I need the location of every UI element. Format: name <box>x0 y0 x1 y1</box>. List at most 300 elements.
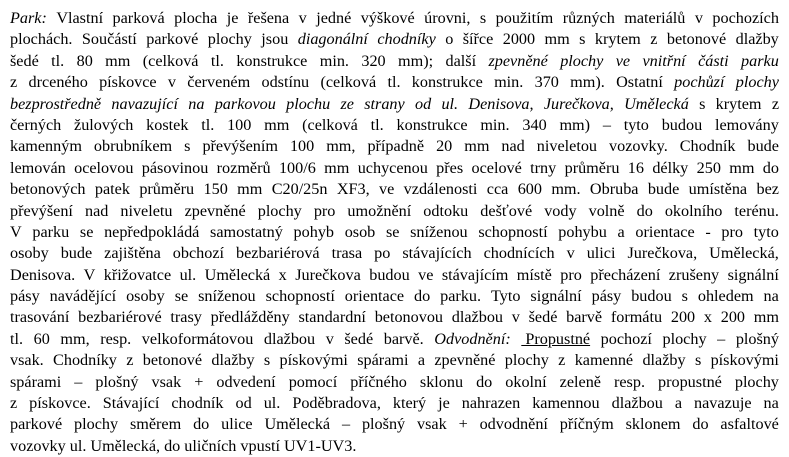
word: chodnících <box>483 244 555 263</box>
text-line <box>10 201 779 222</box>
word: resp. <box>100 329 132 348</box>
word: Součástí <box>81 30 137 49</box>
word: betonové <box>666 30 727 49</box>
word: nepředpokládá <box>104 222 200 241</box>
word: Jurečkova <box>295 265 361 284</box>
word: 60 <box>33 329 50 348</box>
word: niveletu <box>120 201 173 220</box>
word: tyto <box>623 115 649 134</box>
word: stávajících <box>402 244 472 263</box>
word: Poděbradova, <box>292 394 381 413</box>
word: tl. <box>51 51 65 70</box>
word: konstrukce <box>236 51 308 70</box>
word: standardní <box>298 308 366 327</box>
word: krytem <box>594 30 641 49</box>
word: použitím <box>495 9 554 27</box>
word: s <box>479 9 487 27</box>
word: odstínu <box>261 73 310 92</box>
word: Ostatní <box>616 73 663 92</box>
word: patek <box>94 180 130 199</box>
word: 100/6 <box>278 158 316 177</box>
word: parkové <box>10 415 63 434</box>
word: Umělecká, <box>90 436 161 455</box>
word: 100 <box>289 137 315 156</box>
word: z <box>10 394 18 413</box>
word: konstrukce <box>411 73 483 92</box>
word: min. <box>480 115 510 134</box>
word: úrovni, <box>424 9 471 27</box>
word: je <box>226 9 239 27</box>
word: 2000 <box>502 30 536 49</box>
word: lemovány <box>714 115 779 134</box>
word: bude <box>60 244 93 263</box>
word: 80 <box>76 51 93 70</box>
text-line <box>10 8 779 29</box>
word: tl. <box>210 51 224 70</box>
word: do <box>476 372 493 391</box>
word: ocelové <box>471 158 522 177</box>
word: bude <box>647 180 680 199</box>
word: orientace <box>344 287 405 306</box>
word: samostatný <box>210 222 283 241</box>
word: Umělecká <box>204 265 271 284</box>
word: vody <box>544 201 577 220</box>
word: parku <box>741 51 779 70</box>
word: přes <box>436 158 464 177</box>
word: s <box>263 351 271 370</box>
word: plošný <box>361 415 406 434</box>
word: na <box>763 394 779 413</box>
word: trasování <box>10 308 70 327</box>
word: mm, <box>326 137 356 156</box>
word: plochy <box>504 351 549 370</box>
text-line <box>10 372 779 393</box>
word: formátu <box>610 308 663 327</box>
word: betonových <box>10 180 86 199</box>
word: stávajícím <box>441 265 509 284</box>
word: pískovými <box>279 351 348 370</box>
word: pískovce <box>99 73 157 92</box>
word: plochy <box>734 372 779 391</box>
word: dlažbou <box>611 394 663 413</box>
word: C20/25n <box>271 180 328 199</box>
word: místě <box>516 265 552 284</box>
word: navazuje <box>694 394 752 413</box>
word: ulici <box>586 244 616 263</box>
word: ul. <box>69 436 87 455</box>
word: 600 <box>517 180 542 199</box>
word: s <box>579 30 586 49</box>
word: je <box>438 394 450 413</box>
word: umístěna <box>688 180 748 199</box>
word: žulových <box>74 115 134 134</box>
word: Umělecká <box>624 94 689 113</box>
word: příčného <box>350 372 407 391</box>
word: s <box>681 287 688 306</box>
word: se <box>174 287 189 306</box>
word: (celková <box>320 73 377 92</box>
text-line <box>10 414 779 435</box>
word: parkové <box>146 30 199 49</box>
word: parková <box>112 9 165 27</box>
word: materiálů <box>624 9 686 27</box>
text-line <box>10 329 779 350</box>
word: z <box>650 30 658 49</box>
word: výškové <box>360 9 415 27</box>
word: pásy <box>591 287 622 306</box>
paragraph-park <box>10 8 779 457</box>
word: do <box>636 201 653 220</box>
word: tyto <box>753 222 779 241</box>
word: + <box>458 415 468 434</box>
word: do <box>762 158 779 177</box>
text-line <box>10 179 779 200</box>
word: se <box>385 222 400 241</box>
word: signální <box>727 265 779 284</box>
word: mm); <box>398 51 434 70</box>
word: plošný <box>735 329 779 348</box>
word: diagonální <box>297 30 368 49</box>
word: min. <box>494 73 524 92</box>
word: směrem <box>129 415 182 434</box>
word: od <box>414 94 432 113</box>
word: pískovými <box>710 351 779 370</box>
word: krytem <box>715 94 762 113</box>
word: vozovky. <box>609 137 668 156</box>
word: betonové <box>142 351 203 370</box>
word: budou <box>369 265 410 284</box>
word: cca <box>486 180 509 199</box>
word: mm <box>264 115 290 134</box>
word: sníženou <box>198 287 256 306</box>
word: s <box>694 351 702 370</box>
word: vozovky <box>10 436 66 455</box>
word: V <box>10 222 22 241</box>
word: trny <box>530 158 557 177</box>
word: 200 <box>720 308 745 327</box>
word: červeném <box>187 73 251 92</box>
word: Chodník <box>679 137 736 156</box>
word: pásy <box>10 287 40 306</box>
word: Propustné <box>521 329 591 348</box>
word: řešena <box>247 9 290 27</box>
word: plochy <box>207 30 252 49</box>
word: z <box>10 73 18 92</box>
word: Tyto <box>491 287 521 306</box>
word: nahrazen <box>461 394 521 413</box>
word: křižovatce <box>103 265 172 284</box>
word: navazující <box>111 94 178 113</box>
word: se <box>79 222 94 241</box>
word: propustné <box>658 372 722 391</box>
word: barvě <box>566 308 603 327</box>
word: barvě. <box>383 329 424 348</box>
word: (celková <box>302 115 358 134</box>
word: z <box>771 94 779 113</box>
word: převýšení <box>10 201 73 220</box>
word: bezbariérová <box>236 244 320 263</box>
word: Umělecká <box>264 415 331 434</box>
word: zpevněné <box>434 351 496 370</box>
word: Jurečkova, <box>543 94 614 113</box>
word: sklonu <box>419 372 464 391</box>
word: vnitřní <box>642 51 686 70</box>
word: orientace <box>635 222 695 241</box>
word: nad <box>84 201 109 220</box>
word: obrubníkem <box>93 137 173 156</box>
word: asfaltové <box>720 415 779 434</box>
word: Stávající <box>102 394 160 413</box>
word: UV1-UV3. <box>283 436 357 455</box>
word: vsak <box>151 372 182 391</box>
word: v <box>694 9 703 27</box>
word: okolní <box>505 372 547 391</box>
word: mm <box>237 180 263 199</box>
word: kostek <box>146 115 189 134</box>
word: lemován <box>10 158 66 177</box>
word: chodníky <box>377 30 436 49</box>
word: na <box>763 287 779 306</box>
word: od <box>235 394 252 413</box>
word: plocha <box>174 9 218 27</box>
word: různých <box>562 9 615 27</box>
word: bezbariérové <box>78 308 162 327</box>
word: případně <box>367 137 425 156</box>
text-line <box>10 286 779 307</box>
word: z <box>126 351 134 370</box>
word: ocelovou <box>74 158 134 177</box>
word: Umělecká, <box>709 244 779 263</box>
word: černých <box>10 115 62 134</box>
word: uchycenou <box>357 158 428 177</box>
word: bez <box>756 180 779 199</box>
word: vsak <box>417 415 447 434</box>
word: plochu <box>286 94 331 113</box>
word: pásovinou <box>141 158 209 177</box>
word: plochy <box>662 329 707 348</box>
word: do <box>164 436 181 455</box>
word: plochy <box>257 201 302 220</box>
word: zpevněné <box>488 51 548 70</box>
word: mm <box>324 158 350 177</box>
word: Chodníky <box>53 351 117 370</box>
word: Park: <box>10 9 47 27</box>
word: drceného <box>28 73 88 92</box>
word: + <box>194 372 204 391</box>
word: – <box>74 372 83 391</box>
word: pro <box>313 201 336 220</box>
text-line <box>10 393 779 414</box>
word: Denisova. <box>10 265 76 284</box>
word: 200 <box>670 308 696 327</box>
word: ve <box>379 180 395 199</box>
word: 100 <box>227 115 252 134</box>
text-line <box>10 29 779 50</box>
word: s <box>184 137 191 156</box>
word: dlažby <box>642 351 686 370</box>
word: dlažbou <box>451 308 504 327</box>
word: předlážděny <box>210 308 290 327</box>
word: mm <box>544 30 570 49</box>
word: schopností <box>478 222 548 241</box>
word: 340 <box>522 115 547 134</box>
word: Odvodnění: <box>434 329 511 348</box>
word: v <box>566 244 575 263</box>
word: a <box>674 394 683 413</box>
text-line <box>10 51 779 72</box>
word: a <box>417 351 425 370</box>
word: pohybu <box>558 222 607 241</box>
word: pohyb <box>293 222 335 241</box>
word: trasy <box>170 308 202 327</box>
text-line <box>10 350 779 371</box>
word: délky <box>652 158 689 177</box>
word: Denisova, <box>468 94 534 113</box>
word: vzdálenosti <box>403 180 478 199</box>
word: Obruba <box>589 180 639 199</box>
word: ve <box>615 51 631 70</box>
word: pochůzí <box>674 73 725 92</box>
word: navádějící <box>49 287 117 306</box>
word: volně <box>588 201 625 220</box>
word: ohledem <box>697 287 754 306</box>
word: mm <box>753 308 779 327</box>
word: Vlastní <box>56 9 104 27</box>
word: odvedení <box>216 372 276 391</box>
word: parku. <box>440 287 482 306</box>
word: do <box>414 287 431 306</box>
word: a <box>617 222 625 241</box>
word: chodník <box>171 394 224 413</box>
word: – <box>341 415 351 434</box>
word: tl. <box>10 329 24 348</box>
word: - <box>705 222 711 241</box>
word: velkoformátovou <box>141 329 254 348</box>
word: resp. <box>613 372 645 391</box>
word: mm, <box>60 329 90 348</box>
word: 320 <box>361 51 386 70</box>
word: 20 <box>436 137 453 156</box>
word: části <box>698 51 729 70</box>
word: bezprostředně <box>10 94 102 113</box>
word: průměru <box>139 180 195 199</box>
word: parkovou <box>214 94 276 113</box>
word: zajištěna <box>104 244 161 263</box>
word: tl. <box>201 115 215 134</box>
word: schopností <box>265 287 335 306</box>
word: okolního <box>664 201 723 220</box>
word: šířce <box>462 30 494 49</box>
word: umožnění <box>347 201 412 220</box>
word: šedé <box>10 51 39 70</box>
word: dlažbou <box>263 329 316 348</box>
word: v <box>167 73 176 92</box>
word: 16 <box>627 158 644 177</box>
word: šedé <box>344 329 374 348</box>
word: – <box>602 115 611 134</box>
word: pochozí <box>600 329 652 348</box>
word: budou <box>661 115 703 134</box>
word: pomocí <box>288 372 338 391</box>
word: mm <box>105 51 131 70</box>
word: přecházení <box>590 265 661 284</box>
word: plochy <box>74 415 119 434</box>
word: budou <box>631 287 672 306</box>
word: obchozí <box>172 244 225 263</box>
word: mm. <box>551 180 581 199</box>
word: v <box>298 9 307 27</box>
word: vpustí <box>240 436 280 455</box>
word: po <box>374 244 391 263</box>
word: s <box>699 94 706 113</box>
word: kamenné <box>574 351 634 370</box>
word: spárami <box>10 372 62 391</box>
word: signální <box>530 287 582 306</box>
word: konstrukce <box>396 115 468 134</box>
word: uličních <box>184 436 237 455</box>
word: plošný <box>95 372 139 391</box>
word: mm). <box>570 73 605 92</box>
word: betonovou <box>374 308 444 327</box>
word: dlažby <box>211 351 255 370</box>
word: pro <box>721 222 743 241</box>
word: pro <box>560 265 582 284</box>
word: nad <box>501 137 525 156</box>
word: dešťové <box>480 201 533 220</box>
word: do <box>692 415 709 434</box>
word: terénu. <box>734 201 779 220</box>
text-line <box>10 222 779 243</box>
word: kamenným <box>10 137 82 156</box>
word: – <box>717 329 726 348</box>
word: ul. <box>263 394 281 413</box>
word: pochozích <box>712 9 779 27</box>
text-line <box>10 436 779 457</box>
word: V <box>83 265 96 284</box>
word: ulice <box>221 415 253 434</box>
word: v <box>511 308 520 327</box>
text-line <box>10 265 779 286</box>
text-line <box>10 243 779 264</box>
word: na <box>188 94 205 113</box>
word: dlažby <box>735 30 779 49</box>
word: zpevněné <box>184 201 246 220</box>
word: odtoku <box>423 201 469 220</box>
word: trasa <box>331 244 363 263</box>
word: x <box>278 265 287 284</box>
word: jsou <box>261 30 289 49</box>
word: který <box>392 394 427 413</box>
word: tl. <box>370 115 384 134</box>
word: příčným <box>559 415 614 434</box>
word: sklonem <box>625 415 681 434</box>
word: spárami <box>357 351 409 370</box>
word: o <box>445 30 454 49</box>
word: ve <box>418 265 434 284</box>
word: (celková <box>142 51 199 70</box>
word: vsak. <box>10 351 44 370</box>
word: sníženou <box>410 222 468 241</box>
word: 150 <box>203 180 228 199</box>
text-line <box>10 136 779 157</box>
word: 370 <box>534 73 559 92</box>
word: odvodnění <box>479 415 548 434</box>
text-line <box>10 158 779 179</box>
word: ze <box>340 94 354 113</box>
word: jedné <box>316 9 352 27</box>
word: průměru <box>564 158 620 177</box>
word: šedé <box>528 308 558 327</box>
